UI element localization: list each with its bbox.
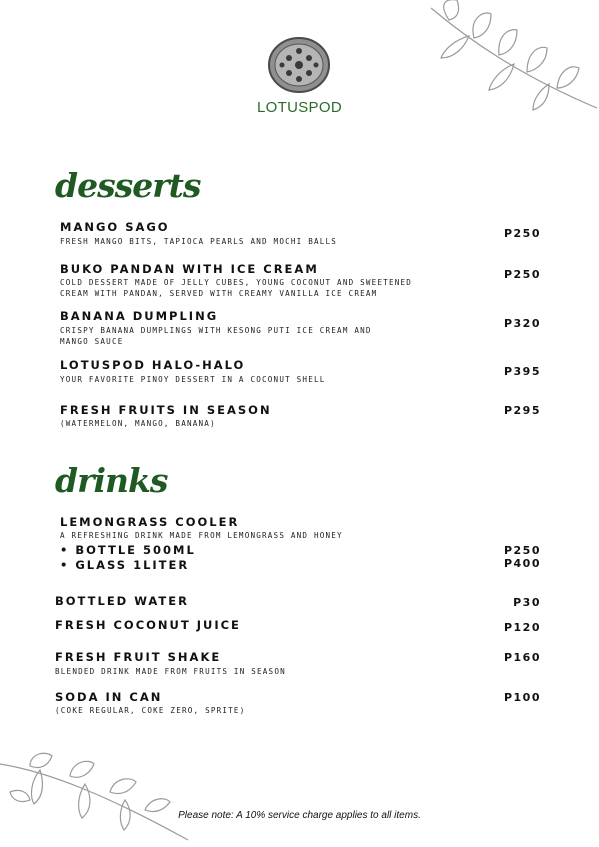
menu-item-desc: CREAM WITH PANDAN, SERVED WITH CREAMY VANILLA ICE CREAM (60, 289, 378, 298)
menu-item-desc: (COKE REGULAR, COKE ZERO, SPRITE) (55, 706, 246, 715)
menu-item-price: P320 (503, 317, 541, 330)
leaf-branch-bottom-icon (0, 752, 190, 847)
leaf-branch-top-icon (429, 0, 599, 115)
menu-item-desc: (WATERMELON, MANGO, BANANA) (60, 419, 216, 428)
menu-item-name: LEMONGRASS COOLER (60, 515, 240, 529)
menu-item-desc: FRESH MANGO BITS, TAPIOCA PEARLS AND MOCHI BALLS (60, 237, 338, 246)
drinks-title: drinks (55, 461, 168, 500)
menu-item-price: P30 (513, 596, 541, 609)
menu-item-price: P395 (503, 365, 541, 378)
menu-item-price: P120 (503, 621, 541, 634)
desserts-title: desserts (55, 166, 201, 205)
menu-item-desc: YOUR FAVORITE PINOY DESSERT IN A COCONUT SHELL (60, 375, 326, 384)
menu-item-price: P250 (503, 227, 541, 240)
menu-item-name: FRESH COCONUT JUICE (55, 618, 241, 632)
brand-name: LOTUSPOD (257, 99, 342, 116)
lotus-pod-logo-icon (267, 36, 331, 94)
menu-item-name: LOTUSPOD HALO-HALO (60, 358, 246, 372)
drink-option: • GLASS 1LITER (60, 558, 190, 572)
menu-item-name: BANANA DUMPLING (60, 309, 219, 323)
menu-item-price: P160 (503, 651, 541, 664)
menu-item-name: FRESH FRUITS IN SEASON (60, 403, 272, 417)
menu-item-price: P100 (503, 691, 541, 704)
menu-item-desc: BLENDED DRINK MADE FROM FRUITS IN SEASON (55, 667, 286, 676)
service-charge-note: Please note: A 10% service charge applies to all items. (178, 810, 421, 821)
menu-item-name: FRESH FRUIT SHAKE (55, 650, 222, 664)
menu-item-desc: COLD DESSERT MADE OF JELLY CUBES, YOUNG COCONUT AND SWEETENED (60, 278, 413, 287)
menu-item-price: P295 (503, 404, 541, 417)
menu-item-desc: A REFRESHING DRINK MADE FROM LEMONGRASS AND HONEY (60, 531, 343, 540)
menu-item-name: BOTTLED WATER (55, 594, 189, 608)
menu-item-name: BUKO PANDAN WITH ICE CREAM (60, 262, 319, 276)
drink-option: • BOTTLE 500ML (60, 543, 196, 557)
menu-item-name: MANGO SAGO (60, 220, 170, 234)
menu-item-desc: CRISPY BANANA DUMPLINGS WITH KESONG PUTI ICE CREAM AND (60, 326, 372, 335)
menu-item-desc: MANGO SAUCE (60, 337, 124, 346)
drink-option-price: P400 (503, 557, 541, 570)
menu-item-name: SODA IN CAN (55, 690, 163, 704)
drink-option-price: P250 (503, 544, 541, 557)
menu-item-price: P250 (503, 268, 541, 281)
